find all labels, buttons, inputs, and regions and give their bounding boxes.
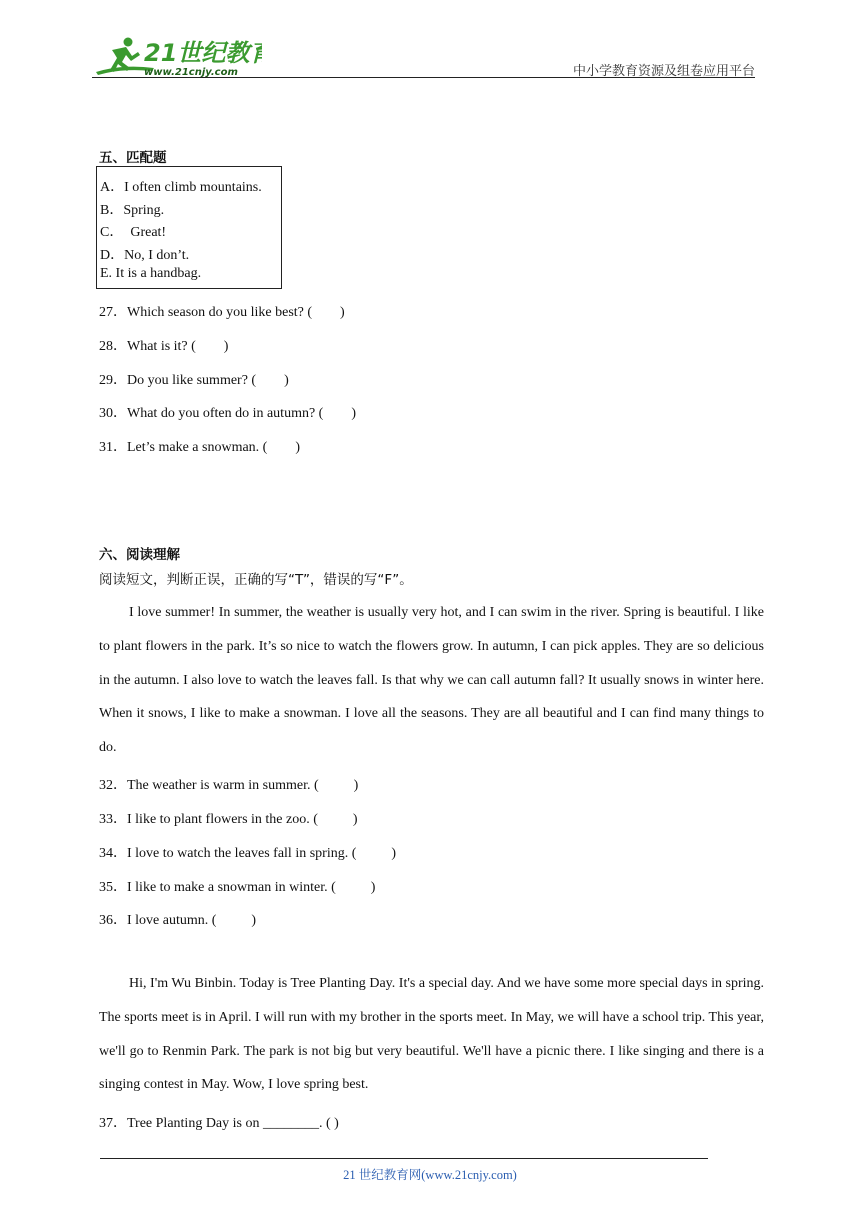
option-c: C． Great! bbox=[100, 225, 167, 240]
question-31: 31．Let’s make a snowman. ( ) bbox=[99, 440, 301, 455]
footer-divider bbox=[100, 1158, 708, 1159]
logo-text: 21世纪教育 bbox=[144, 39, 262, 67]
section-6-title: 六、阅读理解 bbox=[99, 547, 180, 563]
question-29: 29．Do you like summer? ( ) bbox=[99, 373, 289, 388]
question-28: 28．What is it? ( ) bbox=[99, 339, 229, 354]
option-a: A．I often climb mountains. bbox=[100, 180, 262, 195]
question-33: 33．I like to plant flowers in the zoo. ( ) bbox=[99, 812, 358, 827]
header-divider bbox=[92, 77, 755, 78]
question-35: 35．I like to make a snowman in winter. ( ) bbox=[99, 880, 376, 895]
question-36: 36．I love autumn. ( ) bbox=[99, 913, 257, 928]
passage-2: Hi, I'm Wu Binbin. Today is Tree Planting Day. It's a special day. And we have some more special days in spring. The sports meet is in April. I will run with my brother in the sports meet. In May, we will have a school trip. This year, we'll go to Renmin Park. The park is not big but very beautiful. We'll have a picnic there. I like singing and there is a singing contest in May. Wow, I love spring best. bbox=[99, 976, 764, 1093]
reading-instruction: 阅读短文，判断正误，正确的写“T”，错误的写“F”。 bbox=[99, 572, 413, 588]
footer-text[interactable]: 21 世纪教育网(www.21cnjy.com) bbox=[343, 1168, 517, 1182]
section-5-title: 五、匹配题 bbox=[99, 150, 167, 166]
logo-url: www.21cnjy.com bbox=[144, 67, 238, 78]
runner-logo-icon bbox=[92, 34, 262, 80]
question-32: 32．The weather is warm in summer. ( ) bbox=[99, 778, 359, 793]
option-e: E. It is a handbag. bbox=[100, 266, 202, 281]
header-platform-text: 中小学教育资源及组卷应用平台 bbox=[572, 64, 755, 79]
passage-1: I love summer! In summer, the weather is usually very hot, and I can swim in the river. Spring is beautiful. I like to plant flowers in the park. It’s so nice to watch the flowers grow. In autumn, I can pick apples. They are so delicious in the autumn. I also love to watch the leaves fall. Is that why we can call autumn fall? It usually snows in winter here. When it snows, I like to make a snowman. I love all the seasons. They are all beautiful and I can find many things to do. bbox=[99, 605, 764, 756]
question-30: 30．What do you often do in autumn? ( ) bbox=[99, 406, 357, 421]
site-logo bbox=[92, 34, 262, 80]
option-d: D．No, I don’t. bbox=[100, 248, 190, 263]
question-34: 34．I love to watch the leaves fall in spring. ( ) bbox=[99, 846, 397, 861]
option-b: B．Spring. bbox=[100, 203, 165, 218]
question-27: 27．Which season do you like best? ( ) bbox=[99, 305, 345, 320]
question-37: 37．Tree Planting Day is on ________. ( ) bbox=[99, 1116, 339, 1131]
